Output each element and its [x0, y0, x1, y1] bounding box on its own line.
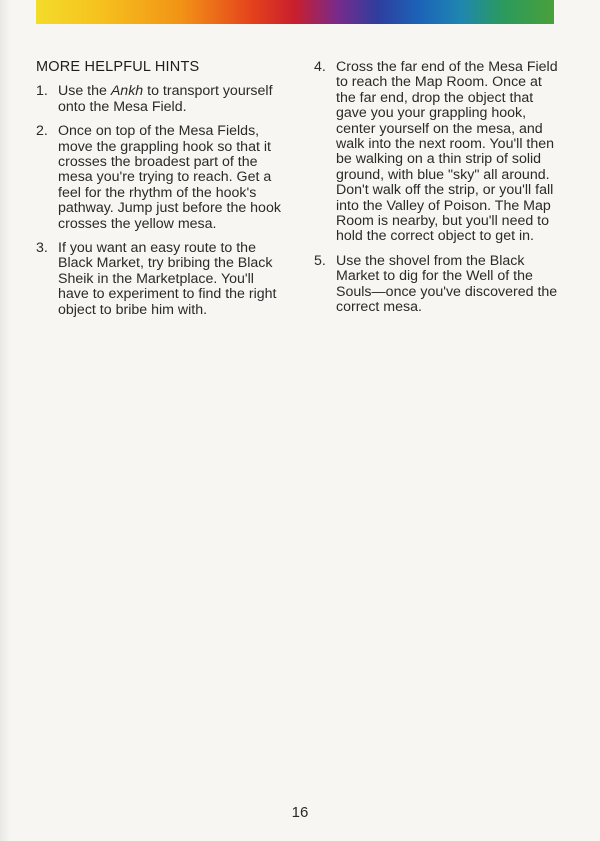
page-number: 16	[291, 804, 309, 821]
hint-item-2	[36, 124, 286, 232]
hint-text: Use the shovel from the Black Market to dig for the Well of the Souls—once you've discovered the correct mesa.	[336, 252, 558, 316]
right-column	[314, 60, 564, 325]
hint-number: 1.	[36, 83, 48, 100]
hint-text: Once on top of the Mesa Fields, move the grappling hook so that it crosses the broadest part of the mesa you're trying to reach. Get a feel for the rhythm of the hook's pathway. Jump just before the hook crosses the yellow mesa.	[58, 123, 281, 232]
hint-number: 3.	[36, 240, 48, 257]
section-heading: MORE HELPFUL HINTS	[36, 59, 200, 75]
hint-text	[58, 84, 286, 115]
hint-number: 2.	[36, 123, 48, 140]
ankh-italic: Ankh	[110, 83, 144, 100]
hint-text: Cross the far end of the Mesa Field to reach the Map Room. Once at the far end, drop the object that gave you your grappling hook, center yourself on the mesa, and walk into the next room. You'll then be walking on a thin strip of solid ground, with blue "sky" all around. Don't walk off the strip, or you'll fall into the Valley of Poison. The Map Room is nearby, but you'll need to hold the correct object to get in.	[336, 59, 558, 245]
hint-number: 4.	[314, 59, 326, 75]
rainbow-header-bar	[36, 0, 554, 24]
hint-text: If you want an easy route to the Black Market, try bribing the Black Sheik in the Marketplace. You'll have to experiment to find the right object to bribe him with.	[58, 240, 277, 318]
hint-item-1	[36, 84, 286, 115]
hint-number: 5.	[314, 252, 326, 269]
hint-item-4	[314, 60, 564, 245]
hint-text-part: to transport yourself onto the Mesa Field.	[58, 83, 273, 115]
hint-item-5	[314, 254, 564, 316]
hint-text-part: Use the	[58, 83, 111, 100]
hint-item-3	[36, 241, 286, 318]
left-column	[36, 60, 286, 327]
page-edge-shadow	[0, 0, 10, 841]
